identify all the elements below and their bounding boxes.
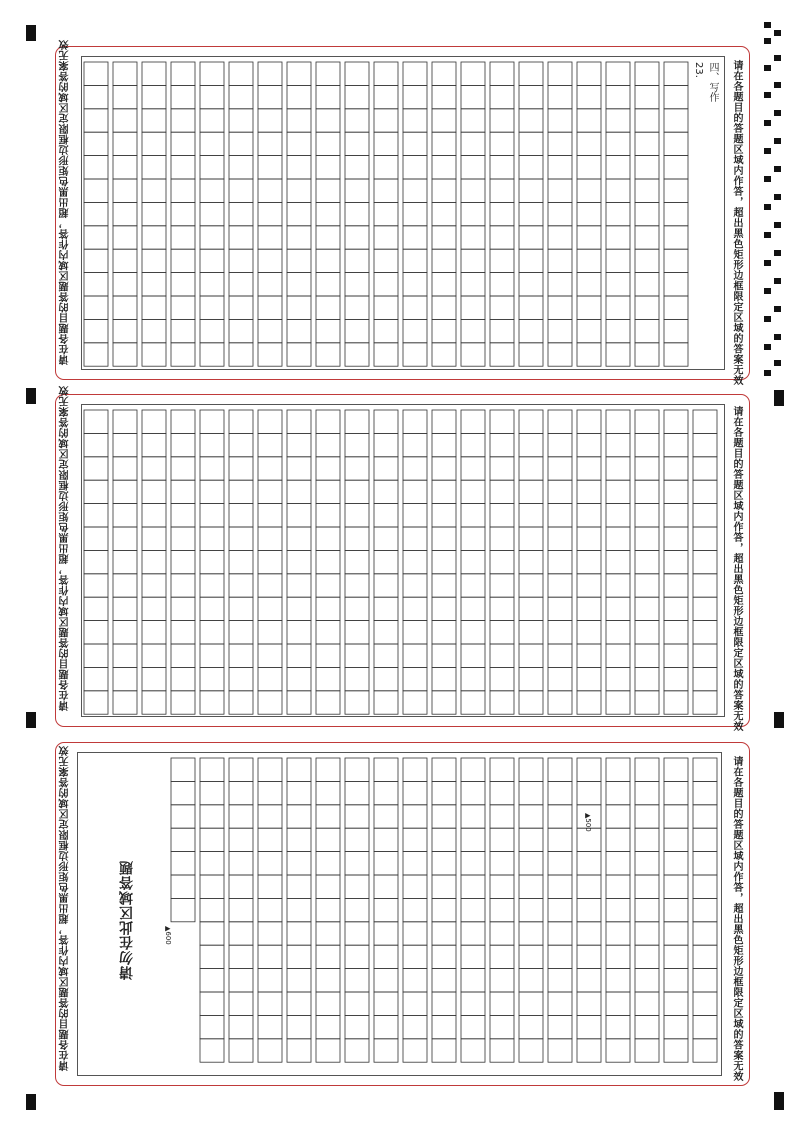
grid-cell[interactable] bbox=[200, 1039, 224, 1062]
grid-cell[interactable] bbox=[519, 828, 543, 851]
grid-cell[interactable] bbox=[316, 1039, 340, 1062]
grid-cell[interactable] bbox=[316, 852, 340, 875]
grid-cell[interactable] bbox=[461, 992, 485, 1015]
grid-cell[interactable] bbox=[693, 828, 717, 851]
notice-right-1: 请在各题目的答题区域内作答，超出黑色矩形边框限定区域的答案无效 bbox=[731, 60, 742, 386]
grid-cell[interactable] bbox=[200, 922, 224, 945]
grid-cell[interactable] bbox=[200, 875, 224, 898]
grid-cell[interactable] bbox=[345, 805, 369, 828]
grid-cell[interactable] bbox=[490, 992, 514, 1015]
grid-cell[interactable] bbox=[606, 969, 630, 992]
grid-cell[interactable] bbox=[519, 781, 543, 804]
grid-cell[interactable] bbox=[374, 805, 398, 828]
grid-cell[interactable] bbox=[635, 875, 659, 898]
grid-cell[interactable] bbox=[548, 922, 572, 945]
grid-cell[interactable] bbox=[519, 992, 543, 1015]
grid-cell[interactable] bbox=[577, 781, 601, 804]
grid-cell[interactable] bbox=[606, 875, 630, 898]
grid-cell[interactable] bbox=[432, 758, 456, 781]
grid-cell[interactable] bbox=[606, 828, 630, 851]
grid-cell[interactable] bbox=[693, 898, 717, 921]
grid-cell[interactable] bbox=[229, 852, 253, 875]
grid-cell[interactable] bbox=[258, 922, 282, 945]
grid-cell[interactable] bbox=[432, 875, 456, 898]
grid-cell[interactable] bbox=[490, 1039, 514, 1062]
grid-cell[interactable] bbox=[316, 945, 340, 968]
grid-cell[interactable] bbox=[548, 781, 572, 804]
grid-cell[interactable] bbox=[403, 805, 427, 828]
grid-cell[interactable] bbox=[490, 781, 514, 804]
grid-cell[interactable] bbox=[606, 992, 630, 1015]
grid-cell[interactable] bbox=[374, 922, 398, 945]
grid-cell[interactable] bbox=[287, 898, 311, 921]
grid-cell[interactable] bbox=[519, 969, 543, 992]
grid-cell[interactable] bbox=[490, 852, 514, 875]
grid-cell[interactable] bbox=[403, 969, 427, 992]
grid-cell[interactable] bbox=[432, 898, 456, 921]
grid-cell[interactable] bbox=[403, 922, 427, 945]
grid-cell[interactable] bbox=[403, 945, 427, 968]
grid-cell[interactable] bbox=[461, 828, 485, 851]
grid-cell[interactable] bbox=[693, 875, 717, 898]
grid-cell[interactable] bbox=[664, 758, 688, 781]
grid-cell[interactable] bbox=[345, 898, 369, 921]
grid-cell[interactable] bbox=[258, 992, 282, 1015]
grid-cell[interactable] bbox=[345, 945, 369, 968]
notice-right-2: 请在各题目的答题区域内作答，超出黑色矩形边框限定区域的答案无效 bbox=[731, 406, 742, 732]
grid-cell[interactable] bbox=[374, 1015, 398, 1038]
grid-cell[interactable] bbox=[693, 805, 717, 828]
grid-cell[interactable] bbox=[258, 758, 282, 781]
grid-cell[interactable] bbox=[258, 852, 282, 875]
grid-cell[interactable] bbox=[374, 898, 398, 921]
grid-cell[interactable] bbox=[200, 758, 224, 781]
grid-cell[interactable] bbox=[374, 945, 398, 968]
grid-cell[interactable] bbox=[432, 1039, 456, 1062]
grid-cell[interactable] bbox=[635, 828, 659, 851]
grid-cell[interactable] bbox=[229, 898, 253, 921]
grid-cell[interactable] bbox=[432, 922, 456, 945]
grid-cell[interactable] bbox=[606, 758, 630, 781]
grid-cell[interactable] bbox=[461, 969, 485, 992]
grid-cell[interactable] bbox=[200, 852, 224, 875]
grid-cell[interactable] bbox=[548, 852, 572, 875]
grid-cell[interactable] bbox=[229, 1039, 253, 1062]
grid-cell[interactable] bbox=[664, 875, 688, 898]
grid-cell[interactable] bbox=[577, 852, 601, 875]
grid-cell[interactable] bbox=[316, 805, 340, 828]
grid-cell[interactable] bbox=[374, 969, 398, 992]
grid-cell[interactable] bbox=[403, 758, 427, 781]
grid-cell[interactable] bbox=[287, 922, 311, 945]
grid-cell[interactable] bbox=[664, 1015, 688, 1038]
grid-cell[interactable] bbox=[693, 1039, 717, 1062]
grid-cell[interactable] bbox=[432, 969, 456, 992]
grid-cell[interactable] bbox=[664, 828, 688, 851]
grid-cell[interactable] bbox=[519, 945, 543, 968]
grid-cell[interactable] bbox=[490, 875, 514, 898]
grid-cell[interactable] bbox=[432, 781, 456, 804]
grid-cell[interactable] bbox=[287, 1015, 311, 1038]
grid-cell[interactable] bbox=[461, 945, 485, 968]
grid-cell[interactable] bbox=[548, 758, 572, 781]
grid-cell[interactable] bbox=[693, 922, 717, 945]
grid-cell[interactable] bbox=[171, 828, 195, 851]
grid-cell[interactable] bbox=[461, 1039, 485, 1062]
grid-cell[interactable] bbox=[606, 781, 630, 804]
grid-cell[interactable] bbox=[548, 1039, 572, 1062]
grid-cell[interactable] bbox=[635, 852, 659, 875]
grid-cell[interactable] bbox=[403, 898, 427, 921]
grid-cell[interactable] bbox=[635, 992, 659, 1015]
grid-cell[interactable] bbox=[693, 969, 717, 992]
grid-cell[interactable] bbox=[374, 852, 398, 875]
grid-cell[interactable] bbox=[519, 875, 543, 898]
grid-cell[interactable] bbox=[287, 969, 311, 992]
grid-cell[interactable] bbox=[519, 1039, 543, 1062]
grid-cell[interactable] bbox=[374, 828, 398, 851]
grid-cell[interactable] bbox=[635, 922, 659, 945]
grid-cell[interactable] bbox=[577, 875, 601, 898]
grid-cell[interactable] bbox=[461, 1015, 485, 1038]
grid-cell[interactable] bbox=[403, 781, 427, 804]
grid-cell[interactable] bbox=[577, 1039, 601, 1062]
grid-cell[interactable] bbox=[490, 1015, 514, 1038]
grid-cell[interactable] bbox=[548, 992, 572, 1015]
grid-cell[interactable] bbox=[606, 852, 630, 875]
grid-cell[interactable] bbox=[374, 875, 398, 898]
grid-cell[interactable] bbox=[345, 1015, 369, 1038]
grid-cell[interactable] bbox=[635, 1015, 659, 1038]
grid-cell[interactable] bbox=[403, 875, 427, 898]
grid-cell[interactable] bbox=[258, 828, 282, 851]
grid-cell[interactable] bbox=[403, 1039, 427, 1062]
grid-cell[interactable] bbox=[258, 1015, 282, 1038]
grid-cell[interactable] bbox=[316, 898, 340, 921]
grid-cell[interactable] bbox=[403, 1015, 427, 1038]
grid-cell[interactable] bbox=[635, 898, 659, 921]
grid-cell[interactable] bbox=[258, 875, 282, 898]
grid-cell[interactable] bbox=[374, 781, 398, 804]
grid-cell[interactable] bbox=[374, 758, 398, 781]
grid-cell[interactable] bbox=[200, 805, 224, 828]
grid-cell[interactable] bbox=[287, 781, 311, 804]
grid-cell[interactable] bbox=[606, 922, 630, 945]
grid-cell[interactable] bbox=[490, 922, 514, 945]
grid-cell[interactable] bbox=[200, 992, 224, 1015]
grid-cell[interactable] bbox=[258, 969, 282, 992]
grid-cell[interactable] bbox=[519, 852, 543, 875]
grid-cell[interactable] bbox=[200, 898, 224, 921]
grid-cell[interactable] bbox=[258, 781, 282, 804]
grid-cell[interactable] bbox=[693, 852, 717, 875]
grid-cell[interactable] bbox=[171, 781, 195, 804]
grid-cell[interactable] bbox=[345, 852, 369, 875]
grid-cell[interactable] bbox=[316, 992, 340, 1015]
no-answer-zone-label: 请勿在此区域答题 bbox=[119, 860, 135, 980]
grid-cell[interactable] bbox=[316, 922, 340, 945]
grid-cell[interactable] bbox=[635, 781, 659, 804]
grid-cell[interactable] bbox=[229, 1015, 253, 1038]
grid-cell[interactable] bbox=[432, 852, 456, 875]
grid-cell[interactable] bbox=[577, 945, 601, 968]
grid-cell[interactable] bbox=[548, 805, 572, 828]
question-number: 23. bbox=[693, 62, 704, 78]
grid-cell[interactable] bbox=[374, 1039, 398, 1062]
grid-cell[interactable] bbox=[461, 922, 485, 945]
grid-cell[interactable] bbox=[577, 758, 601, 781]
grid-cell[interactable] bbox=[287, 945, 311, 968]
grid-cell[interactable] bbox=[345, 758, 369, 781]
grid-cell[interactable] bbox=[693, 945, 717, 968]
grid-cell[interactable] bbox=[229, 922, 253, 945]
grid-cell[interactable] bbox=[345, 992, 369, 1015]
grid-cell[interactable] bbox=[664, 992, 688, 1015]
grid-cell[interactable] bbox=[548, 1015, 572, 1038]
grid-cell[interactable] bbox=[200, 945, 224, 968]
grid-cell[interactable] bbox=[490, 828, 514, 851]
grid-cell[interactable] bbox=[548, 828, 572, 851]
grid-cell[interactable] bbox=[171, 898, 195, 921]
grid-cell[interactable] bbox=[287, 758, 311, 781]
notice-left-3: 请在各题目的答题区域内作答，超出黑色矩形边框限定区域的答案无效 bbox=[60, 745, 71, 1071]
grid-cell[interactable] bbox=[171, 875, 195, 898]
grid-cell[interactable] bbox=[461, 758, 485, 781]
grid-cell[interactable] bbox=[258, 898, 282, 921]
grid-cell[interactable] bbox=[316, 875, 340, 898]
grid-cell[interactable] bbox=[606, 945, 630, 968]
grid-cell[interactable] bbox=[664, 852, 688, 875]
grid-cell[interactable] bbox=[403, 852, 427, 875]
grid-cell[interactable] bbox=[519, 758, 543, 781]
grid-cell[interactable] bbox=[461, 875, 485, 898]
grid-cell[interactable] bbox=[548, 945, 572, 968]
grid-cell[interactable] bbox=[693, 758, 717, 781]
grid-cell[interactable] bbox=[200, 828, 224, 851]
grid-cell[interactable] bbox=[461, 805, 485, 828]
grid-cell[interactable] bbox=[229, 945, 253, 968]
word-count-marker-600: ▲600 bbox=[164, 926, 172, 945]
grid-cell[interactable] bbox=[693, 992, 717, 1015]
grid-cell[interactable] bbox=[316, 828, 340, 851]
grid-cell[interactable] bbox=[635, 945, 659, 968]
grid-cell[interactable] bbox=[490, 805, 514, 828]
grid-cell[interactable] bbox=[403, 828, 427, 851]
grid-cell[interactable] bbox=[548, 969, 572, 992]
grid-cell[interactable] bbox=[519, 805, 543, 828]
notice-left-2: 请在各题目的答题区域内作答，超出黑色矩形边框限定区域的答案无效 bbox=[60, 385, 71, 711]
grid-cell[interactable] bbox=[432, 1015, 456, 1038]
grid-cell[interactable] bbox=[606, 805, 630, 828]
grid-cell[interactable] bbox=[316, 1015, 340, 1038]
grid-cell[interactable] bbox=[229, 992, 253, 1015]
grid-cell[interactable] bbox=[432, 945, 456, 968]
grid-cell[interactable] bbox=[432, 992, 456, 1015]
grid-cell[interactable] bbox=[229, 781, 253, 804]
grid-cell[interactable] bbox=[606, 1039, 630, 1062]
grid-cell[interactable] bbox=[229, 805, 253, 828]
grid-cell[interactable] bbox=[577, 992, 601, 1015]
grid-cell[interactable] bbox=[606, 898, 630, 921]
grid-cell[interactable] bbox=[490, 758, 514, 781]
grid-cell[interactable] bbox=[287, 1039, 311, 1062]
word-count-marker-500: ▲500 bbox=[584, 813, 592, 832]
grid-cell[interactable] bbox=[432, 828, 456, 851]
grid-cell[interactable] bbox=[200, 1015, 224, 1038]
grid-cell[interactable] bbox=[287, 875, 311, 898]
grid-cell[interactable] bbox=[635, 805, 659, 828]
notice-right-3: 请在各题目的答题区域内作答，超出黑色矩形边框限定区域的答案无效 bbox=[731, 756, 742, 1082]
grid-cell[interactable] bbox=[229, 828, 253, 851]
grid-cell[interactable] bbox=[171, 852, 195, 875]
grid-cell[interactable] bbox=[374, 992, 398, 1015]
grid-cell[interactable] bbox=[432, 805, 456, 828]
grid-cell[interactable] bbox=[664, 898, 688, 921]
grid-cell[interactable] bbox=[258, 945, 282, 968]
grid-cell[interactable] bbox=[490, 969, 514, 992]
grid-cell[interactable] bbox=[258, 805, 282, 828]
grid-cell[interactable] bbox=[171, 758, 195, 781]
grid-cell[interactable] bbox=[287, 828, 311, 851]
notice-left-1: 请在各题目的答题区域内作答，超出黑色矩形边框限定区域的答案无效 bbox=[60, 39, 71, 365]
section-heading: 四、写作 bbox=[707, 62, 718, 102]
grid-cell[interactable] bbox=[693, 781, 717, 804]
grid-cell[interactable] bbox=[490, 898, 514, 921]
grid-cell[interactable] bbox=[461, 781, 485, 804]
grid-cell[interactable] bbox=[316, 781, 340, 804]
grid-cell[interactable] bbox=[229, 969, 253, 992]
grid-cell[interactable] bbox=[606, 1015, 630, 1038]
grid-cell[interactable] bbox=[171, 805, 195, 828]
grid-cell[interactable] bbox=[461, 898, 485, 921]
grid-cell[interactable] bbox=[577, 969, 601, 992]
grid-cell[interactable] bbox=[403, 992, 427, 1015]
grid-cell[interactable] bbox=[577, 898, 601, 921]
grid-cell[interactable] bbox=[287, 992, 311, 1015]
grid-cell[interactable] bbox=[635, 969, 659, 992]
grid-cell[interactable] bbox=[664, 805, 688, 828]
grid-cell[interactable] bbox=[664, 922, 688, 945]
grid-cell[interactable] bbox=[287, 805, 311, 828]
grid-cell[interactable] bbox=[548, 875, 572, 898]
grid-cell[interactable] bbox=[664, 969, 688, 992]
grid-cell[interactable] bbox=[345, 875, 369, 898]
grid-cell[interactable] bbox=[345, 922, 369, 945]
grid-cell[interactable] bbox=[229, 875, 253, 898]
grid-cell[interactable] bbox=[345, 828, 369, 851]
grid-cell[interactable] bbox=[693, 1015, 717, 1038]
grid-cell[interactable] bbox=[200, 781, 224, 804]
grid-cell[interactable] bbox=[577, 922, 601, 945]
grid-cell[interactable] bbox=[345, 781, 369, 804]
grid-cell[interactable] bbox=[345, 1039, 369, 1062]
grid-cell[interactable] bbox=[635, 1039, 659, 1062]
grid-cell[interactable] bbox=[519, 1015, 543, 1038]
grid-cell[interactable] bbox=[664, 945, 688, 968]
grid-cell[interactable] bbox=[229, 758, 253, 781]
grid-cell[interactable] bbox=[548, 898, 572, 921]
grid-cell[interactable] bbox=[345, 969, 369, 992]
grid-cell[interactable] bbox=[519, 898, 543, 921]
grid-cell[interactable] bbox=[664, 1039, 688, 1062]
grid-cell[interactable] bbox=[635, 758, 659, 781]
grid-cell[interactable] bbox=[519, 922, 543, 945]
grid-cell[interactable] bbox=[258, 1039, 282, 1062]
grid-cell[interactable] bbox=[461, 852, 485, 875]
grid-cell[interactable] bbox=[577, 1015, 601, 1038]
grid-cell[interactable] bbox=[490, 945, 514, 968]
grid-cell[interactable] bbox=[316, 758, 340, 781]
grid-cell[interactable] bbox=[316, 969, 340, 992]
grid-cell[interactable] bbox=[200, 969, 224, 992]
grid-cell[interactable] bbox=[287, 852, 311, 875]
grid-cell[interactable] bbox=[664, 781, 688, 804]
